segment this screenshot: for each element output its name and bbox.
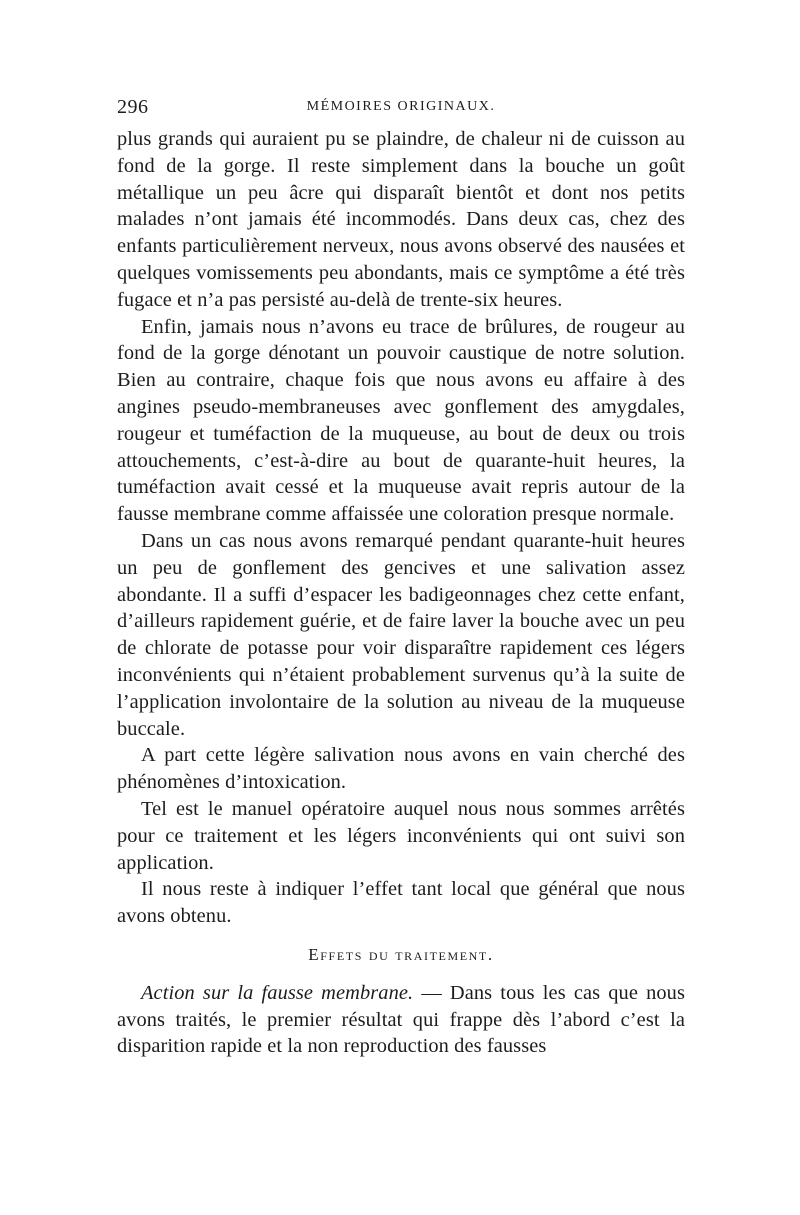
paragraph-6: Il nous reste à indiquer l’effet tant local que général que nous avons obtenu. (117, 878, 685, 928)
paragraph-1: plus grands qui auraient pu se plaindre, de chaleur ni de cuisson au fond de la gorge. Il reste simplement dans la bouche un goût métallique un peu âcre qui disparaît bientôt et dont nos petits malades n’ont jamais été incommodés. Dans deux cas, chez des enfants particulièrement nerveux, nous avons observé des nausées et quelques vomissements peu abondants, mais ce symptôme a été très fugace et n’a pas persisté au-delà de trente-six heures. (117, 128, 685, 311)
section-heading: Effets du traitement. (308, 944, 494, 964)
paragraph-5: Tel est le manuel opératoire auquel nous nous sommes arrêtés pour ce traitement et les légers inconvénients qui ont suivi son application. (117, 797, 685, 874)
paragraph-3: Dans un cas nous avons remarqué pendant quarante-huit heures un peu de gonflement des gencives et une salivation assez abondante. Il a suffi d’espacer les badigeonnages chez cette enfant, d’ailleurs rapidement guérie, et de faire laver la bouche avec un peu de chlorate de potasse pour voir disparaître rapidement ces légers inconvénients qui n’étaient probablement survenus qu’à la suite de l’application involontaire de la solution au niveau de la muqueuse buccale. (117, 529, 685, 740)
body-text (117, 126, 685, 1060)
page-number: 296 (117, 96, 149, 118)
paragraph-7 (117, 980, 685, 1060)
running-header (117, 96, 685, 126)
running-title: MÉMOIRES ORIGINAUX. (306, 99, 496, 114)
paragraph-2: Enfin, jamais nous n’avons eu trace de brûlures, de rougeur au fond de la gorge dénotant un pouvoir caustique de notre solution. Bien au contraire, chaque fois que nous avons eu affaire à des angines pseudo-membraneuses avec gonflement des amygdales, rougeur et tuméfaction de la muqueuse, au bout de deux ou trois attouchements, c’est-à-dire au bout de quarante-huit heures, la tuméfaction avait cessé et la muqueuse avait repris autour de la fausse membrane comme affaissée une coloration presque normale. (117, 315, 685, 526)
paragraph-7-lead: Action sur la fausse membrane. (141, 981, 414, 1004)
paragraph-7-text: — Dans tous les cas que nous avons traités, le premier résultat qui frappe dès l’abord c’est la disparition rapide et la non reproduction des fausses (117, 981, 685, 1058)
paragraph-4: A part cette légère salivation nous avons en vain cherché des phénomènes d’intoxication. (117, 744, 685, 794)
book-page (117, 96, 685, 1060)
